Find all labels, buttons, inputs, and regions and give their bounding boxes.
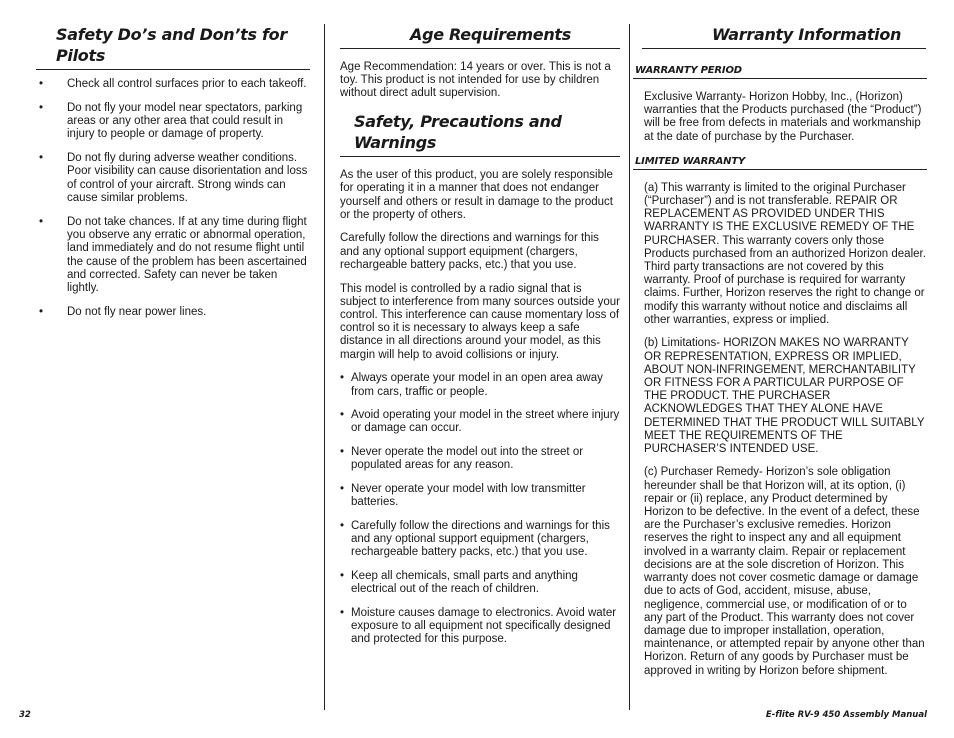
paragraph: This model is controlled by a radio signal that is subject to interference from many sources outside your control. This interference can cause momentary loss of control so it is necessary to always keep a safe distance in all directions around your model, as this margin will help to avoid collisions or injury.: [340, 282, 620, 361]
warranty-para-c: (c) Purchaser Remedy- Horizon’s sole obligation hereunder shall be that Horizon will, at its option, (i) repair or (ii) replace, any Product determined by Horizon to be defective. In the event of a defect, these are the Purchaser’s exclusive remedies. Horizon reserves the right to inspect any and all equipment involved in a warranty claim. Repair or replacement decisions are at the sole discretion of Horizon. This warranty does not cover cosmetic damage or damage due to acts of God, accident, misuse, abuse, negligence, commercial use, or modification of or to any part of the Product. This warranty does not cover damage due to improper installation, operation, maintenance, or attempted repair by anyone other than Horizon. Return of any goods by Purchaser must be approved in writing by Horizon before shipment.: [644, 466, 925, 677]
safety-dos-donts-heading: Safety Do’s and Don’ts for Pilots: [36, 24, 310, 70]
manual-title: E-flite RV-9 450 Assembly Manual: [765, 710, 927, 720]
paragraph: As the user of this product, you are solely responsible for operating it in a manner that does not endanger yourself and others or result in damage to the product or the property of others.: [340, 169, 613, 221]
warranty-para-a: (a) This warranty is limited to the original Purchaser (“Purchaser”) and is not transferable. REPAIR OR REPLACEMENT AS PROVIDED UNDER THIS WARRANTY IS THE EXCLUSIVE REMEDY OF THE PURCHASER. This warranty covers only those Products purchased from an authorized Horizon dealer. Third party transactions are not covered by this warranty. Proof of purchase is required for warranty claims. Further, Horizon reserves the right to change or modify this warranty without notice and disclaims all other warranties, express or implied.: [644, 181, 926, 326]
warranty-period-text: Exclusive Warranty- Horizon Hobby, Inc., (Horizon) warranties that the Products purchased (the “Product”) will be free from defects in materials and workmanship at the date of purchase by the Purchaser.: [644, 91, 922, 143]
list-item: • Do not fly during adverse weather conditions. Poor visibility can cause disorientation and loss of control of your aircraft. Strong winds can cause similar problems.: [36, 152, 312, 205]
paragraph: Carefully follow the directions and warnings for this and any optional support equipment (chargers, rechargeable battery packs, etc.) that you use.: [340, 232, 599, 271]
age-recommendation-text: Age Recommendation: 14 years or over. This is not a toy. This product is not intended for use by children without direct adult supervision.: [340, 61, 611, 100]
limited-warranty-subheading: LIMITED WARRANTY: [633, 156, 927, 170]
warranty-heading: Warranty Information: [642, 24, 926, 49]
safety-precautions-heading: Safety, Precautions and Warnings: [340, 111, 620, 157]
list-item: • Always operate your model in an open area away from cars, traffic or people.: [340, 372, 620, 399]
list-item: • Check all control surfaces prior to each takeoff.: [36, 78, 312, 91]
warnings-list: [340, 372, 620, 647]
list-item: • Moisture causes damage to electronics. Avoid water exposure to all equipment not specifically designed and protected for this purpose.: [340, 607, 620, 647]
warranty-period-subheading: WARRANTY PERIOD: [633, 65, 927, 79]
warranty-section: [633, 24, 927, 688]
column-divider: [629, 24, 630, 710]
list-item: • Avoid operating your model in the street where injury or damage can occur.: [340, 409, 620, 436]
page-number: 32: [19, 710, 31, 720]
list-item: • Never operate your model with low transmitter batteries.: [340, 483, 620, 510]
list-item: • Do not fly near power lines.: [36, 306, 312, 319]
safety-dos-donts-section: [36, 24, 312, 330]
list-item: • Keep all chemicals, small parts and anything electrical out of the reach of children.: [340, 570, 620, 597]
column-divider: [324, 24, 325, 710]
safety-list: [36, 78, 312, 319]
age-requirements-heading: Age Requirements: [340, 24, 620, 49]
warranty-para-b: (b) Limitations- HORIZON MAKES NO WARRANTY OR REPRESENTATION, EXPRESS OR IMPLIED, ABOUT NON-INFRINGEMENT, MERCHANTABILITY OR FITNESS FOR A PARTICULAR PURPOSE OF THE PRODUCT. THE PURCHASER ACKNOWLEDGES THAT THEY ALONE HAVE DETERMINED THAT THE PRODUCT WILL SUITABLY MEET THE REQUIREMENTS OF THE PURCHASER’S INTENDED USE.: [644, 337, 925, 455]
list-item: • Never operate the model out into the street or populated areas for any reason.: [340, 446, 620, 473]
list-item: • Do not fly your model near spectators, parking areas or any other area that could result in injury to people or damage of property.: [36, 102, 312, 142]
list-item: • Do not take chances. If at any time during flight you observe any erratic or abnormal operation, land immediately and do not resume flight until the cause of the problem has been ascertained and corrected. Safety can never be taken lightly.: [36, 216, 312, 296]
age-safety-section: [340, 24, 620, 657]
list-item: • Carefully follow the directions and warnings for this and any optional support equipment (chargers, rechargeable battery packs, etc.) that you use.: [340, 520, 620, 560]
